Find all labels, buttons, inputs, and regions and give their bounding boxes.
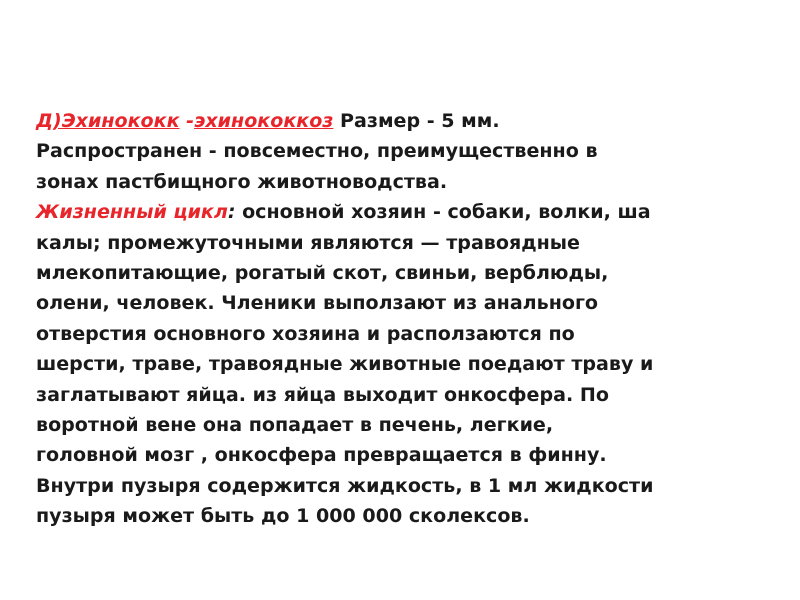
text-line-9: шерсти, траве, травоядные животные поедают траву и — [36, 353, 654, 376]
text-line-6: млекопитающие, рогатый скот, свиньи, верблюды, — [36, 261, 609, 284]
text-line-7: олени, человек. Членики выползают из анального — [36, 292, 599, 315]
text-line-12: головной мозг , онкосфера превращается в финну. — [36, 444, 607, 467]
lifecycle-colon: : — [227, 201, 236, 224]
text-line-5: калы; промежуточными являются — травоядные — [36, 231, 580, 254]
lifecycle-text: основной хозяин - собаки, волки, ша — [235, 201, 651, 224]
text-line-10: заглатывают яйца. из яйца выходит онкосфера. По — [36, 383, 609, 406]
text-line-8: отверстия основного хозяина и расползаются по — [36, 322, 575, 345]
text-line-1 — [36, 106, 776, 136]
text-line-4 — [36, 197, 776, 227]
text-line-3: зонах пастбищного животноводства. — [36, 170, 448, 193]
lifecycle-label: Жизненный цикл — [36, 201, 228, 224]
heading-separator: - — [179, 110, 195, 132]
heading-echinococcosis: эхинококкоз — [194, 110, 334, 132]
text-line-11: воротной вене она попадает в печень, легкие, — [36, 413, 554, 436]
heading-echinococcus: Д)Эхинококк — [36, 110, 180, 132]
size-text: Размер - 5 мм. — [333, 110, 500, 132]
text-line-13: Внутри пузыря содержится жидкость, в 1 мл жидкости — [36, 474, 654, 497]
text-line-2: Распространен - повсеместно, преимущественно в — [36, 140, 598, 163]
text-line-14: пузыря может быть до 1 000 000 сколексов. — [36, 505, 530, 528]
slide-body-text — [36, 106, 776, 531]
